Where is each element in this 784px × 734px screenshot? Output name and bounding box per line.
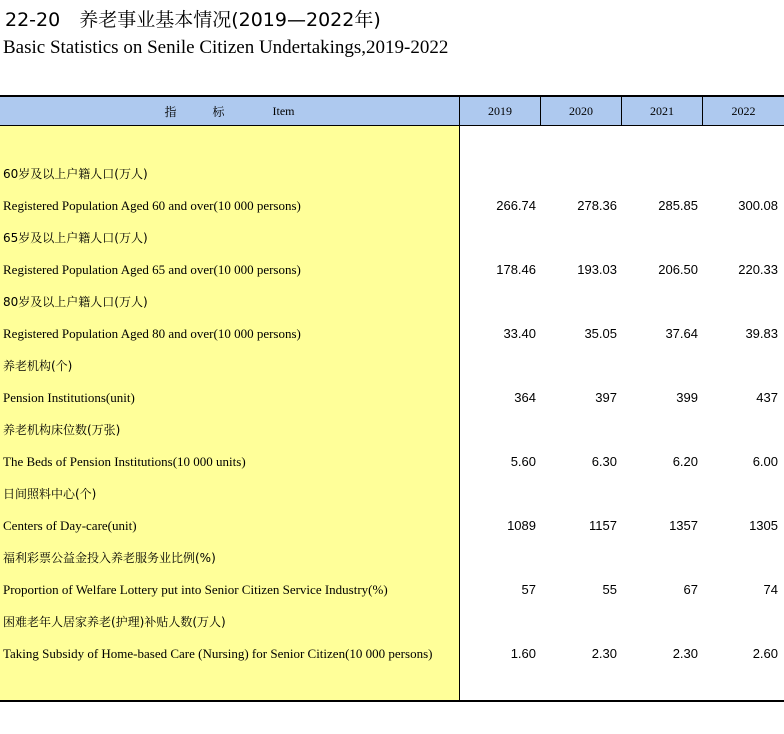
- row-value-2019: 364: [514, 390, 536, 405]
- row-value-2020: 2.30: [591, 646, 617, 661]
- row-value-2020: 278.36: [577, 198, 617, 213]
- table-row: [0, 548, 784, 612]
- table-row: [0, 164, 784, 228]
- row-label-cn: 养老机构(个): [3, 359, 73, 373]
- header-year-2021: 2021: [622, 97, 703, 125]
- row-value-2022: 300.08: [738, 198, 778, 213]
- table-row: [0, 228, 784, 292]
- row-label-cn: 日间照料中心(个): [3, 487, 97, 501]
- row-value-2020: 55: [602, 582, 617, 597]
- row-value-2022: 74: [763, 582, 778, 597]
- row-value-2021: 67: [683, 582, 698, 597]
- row-value-2022: 6.00: [752, 454, 778, 469]
- row-label-en: Registered Population Aged 65 and over(10 000 persons): [3, 262, 301, 277]
- row-value-2020: 397: [595, 390, 617, 405]
- row-label-cn: 65岁及以上户籍人口(万人): [3, 231, 148, 245]
- row-value-2021: 1357: [669, 518, 698, 533]
- row-value-2019: 57: [521, 582, 536, 597]
- row-value-2020: 35.05: [584, 326, 617, 341]
- row-label-en: Proportion of Welfare Lottery put into Senior Citizen Service Industry(%): [3, 582, 388, 597]
- row-label-en: Registered Population Aged 60 and over(10 000 persons): [3, 198, 301, 213]
- row-label-cn: 养老机构床位数(万张): [3, 423, 121, 437]
- row-value-2021: 37.64: [665, 326, 698, 341]
- row-value-2021: 2.30: [672, 646, 698, 661]
- header-year-2020: 2020: [541, 97, 622, 125]
- row-label-cn: 福利彩票公益金投入养老服务业比例(%): [3, 551, 216, 565]
- row-value-2019: 266.74: [496, 198, 536, 213]
- row-label-en: The Beds of Pension Institutions(10 000 units): [3, 454, 246, 469]
- row-value-2019: 1089: [507, 518, 536, 533]
- header-year-2022: 2022: [703, 97, 784, 125]
- row-label-en: Registered Population Aged 80 and over(10 000 persons): [3, 326, 301, 341]
- row-value-2020: 6.30: [591, 454, 617, 469]
- table-row: [0, 356, 784, 420]
- row-value-2019: 178.46: [496, 262, 536, 277]
- header-year-2019: 2019: [460, 97, 541, 125]
- table-title-en: Basic Statistics on Senile Citizen Undertakings,2019-2022: [3, 37, 449, 58]
- statistics-table: [0, 95, 784, 702]
- row-value-2021: 206.50: [658, 262, 698, 277]
- table-header: [0, 97, 784, 126]
- row-value-2020: 1157: [589, 518, 617, 533]
- row-value-2019: 1.60: [510, 646, 536, 661]
- table-row: [0, 420, 784, 484]
- table-row: [0, 612, 784, 676]
- row-value-2021: 6.20: [672, 454, 698, 469]
- row-value-2022: 2.60: [752, 646, 778, 661]
- row-label-en: Taking Subsidy of Home-based Care (Nursing) for Senior Citizen(10 000 persons): [3, 646, 433, 661]
- row-value-2019: 33.40: [503, 326, 536, 341]
- row-value-2022: 437: [756, 390, 778, 405]
- table-row: [0, 292, 784, 356]
- row-label-en: Centers of Day-care(unit): [3, 518, 137, 533]
- header-item-cn: 指 标: [164, 104, 237, 119]
- header-item-cell: [0, 97, 460, 125]
- row-label-cn: 60岁及以上户籍人口(万人): [3, 167, 148, 181]
- row-value-2021: 285.85: [658, 198, 698, 213]
- row-value-2019: 5.60: [510, 454, 536, 469]
- row-label-cn: 80岁及以上户籍人口(万人): [3, 295, 148, 309]
- table-title-cn: 22-20 养老事业基本情况(2019—2022年): [5, 9, 381, 31]
- row-value-2022: 220.33: [738, 262, 778, 277]
- row-label-en: Pension Institutions(unit): [3, 390, 135, 405]
- row-value-2020: 193.03: [577, 262, 617, 277]
- header-item-en: Item: [272, 103, 295, 118]
- row-label-cn: 困难老年人居家养老(护理)补贴人数(万人): [3, 615, 226, 629]
- row-value-2022: 1305: [749, 518, 778, 533]
- row-value-2021: 399: [676, 390, 698, 405]
- row-value-2022: 39.83: [745, 326, 778, 341]
- table-row: [0, 484, 784, 548]
